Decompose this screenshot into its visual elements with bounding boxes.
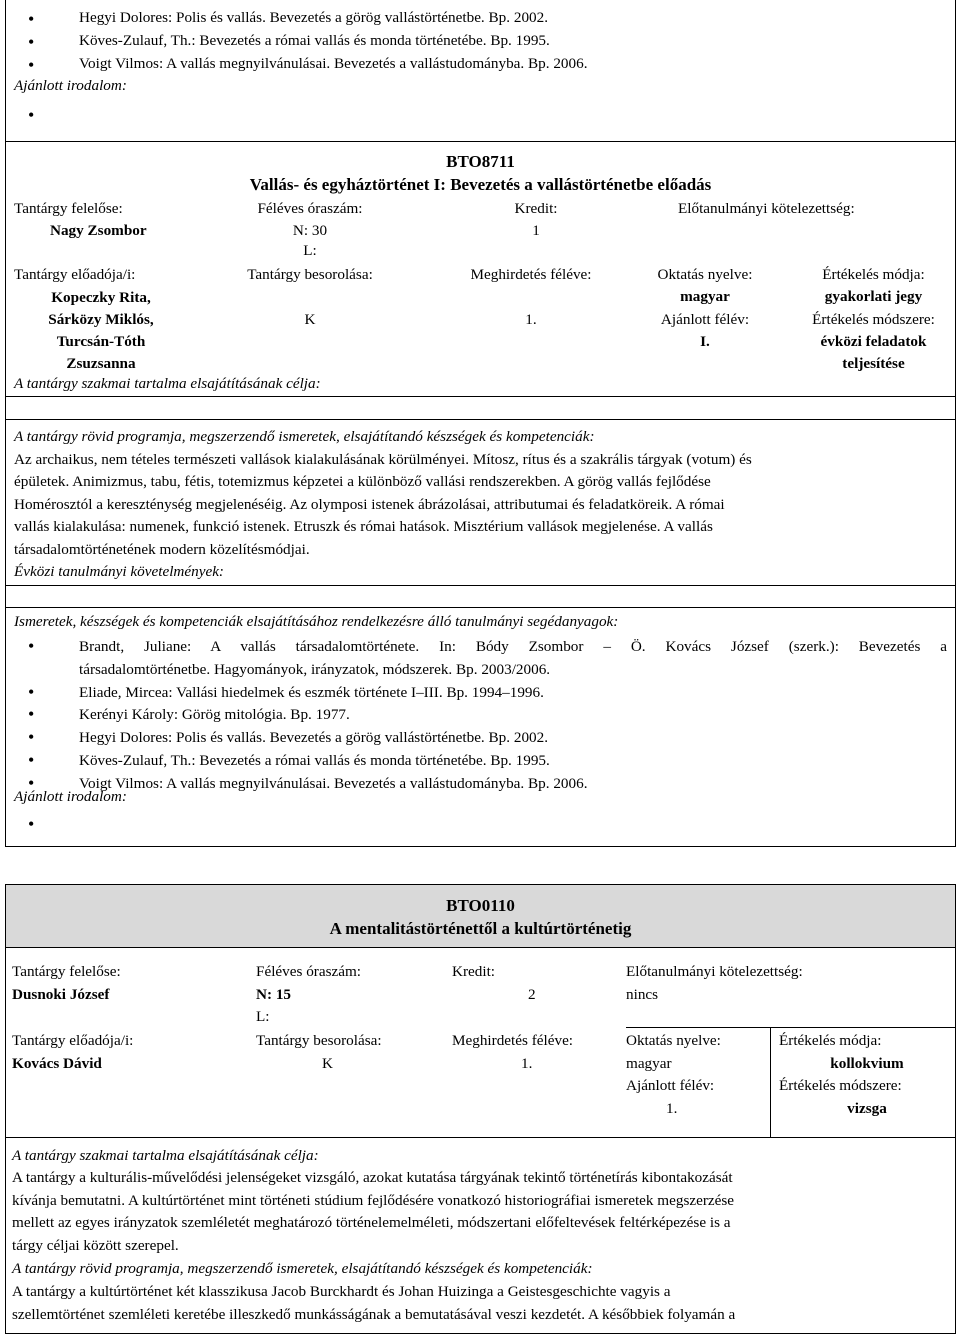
value-felelos: Nagy Zsombor (50, 222, 147, 239)
label-segedanyag: Ismeretek, készségek és kompetenciák elsajátításához rendelkezésre álló tanulmányi segédanyagok: (14, 613, 619, 630)
program-line: Az archaikus, nem tételes természeti vallások kialakulásának körülményei. Mítosz, rítus és a szakrális tárgyak (votum) és (14, 451, 752, 468)
label-ert-mod: Értékelés módja: (822, 266, 925, 283)
list-item: • Köves-Zulauf, Th.: Bevezetés a római vallás és monda történetébe. Bp. 1995. (6, 750, 947, 773)
value-besorolas: K (322, 1055, 333, 1072)
top-fragment-box (5, 0, 956, 142)
cel-line: kívánja bemutatni. A kultúrtörténet mint történeti stúdium fejlődésére vonatkozó historiográfiai ismeretek megszerzése (12, 1191, 735, 1209)
divider (626, 1027, 955, 1028)
recommended-reading-list (6, 812, 83, 835)
value-meghirdetes: 1. (521, 1055, 533, 1072)
label-nyelv: Oktatás nyelve: (657, 266, 753, 283)
label-ert-modszer: Értékelés módszere: (779, 1077, 902, 1094)
value-n: N: 30 (292, 222, 328, 239)
method-line: évközi feladatok (820, 333, 927, 350)
label-meghirdetes: Meghirdetés féléve: (452, 1032, 574, 1049)
label-oraszam: Féléves óraszám: (256, 963, 362, 980)
label-nyelv: Oktatás nyelve: (626, 1032, 721, 1049)
value-nyelv: magyar (626, 1055, 672, 1072)
lecturer-line: Sárközy Miklós, (48, 311, 154, 328)
label-eloado: Tantárgy előadója/i: (12, 1032, 134, 1049)
label-besorolas: Tantárgy besorolása: (247, 266, 373, 283)
label-kredit: Kredit: (514, 200, 558, 217)
label-ajanlott-felev: Ajánlott félév: (626, 1077, 715, 1094)
divider (6, 1137, 955, 1138)
value-kredit: 1 (532, 222, 540, 239)
label-kredit: Kredit: (452, 963, 496, 980)
divider (6, 419, 955, 420)
label-ert-modszer: Értékelés módszere: (812, 311, 935, 328)
list-item: • Hegyi Dolores: Polis és vallás. Bevezetés a görög vallástörténetbe. Bp. 2002. (6, 727, 947, 750)
list-item (6, 103, 955, 126)
program-line: épületek. Animizmus, tabu, fétis, totemizmus képzetei a különböző vallási rendszerekben. A görög vallás fejlődése (14, 473, 711, 491)
recommended-reading-label: Ajánlott irodalom: (14, 77, 127, 95)
value-l: L: (256, 1008, 270, 1025)
label-program: A tantárgy rövid programja, megszerzendő ismeretek, elsajátítandó készségek és kompetenciák: (14, 428, 595, 445)
divider (6, 585, 955, 586)
list-item: • Kerényi Károly: Görög mitológia. Bp. 1977. (6, 704, 947, 727)
divider (6, 607, 955, 608)
label-felelos: Tantárgy felelőse: (14, 200, 123, 217)
value-meghirdetes: 1. (525, 311, 537, 328)
label-felelos: Tantárgy felelőse: (12, 963, 121, 980)
recommended-reading-label: Ajánlott irodalom: (14, 788, 127, 805)
value-ert-modszer (786, 331, 960, 375)
value-besorolas: K (304, 311, 316, 328)
value-elotan: nincs (626, 986, 659, 1003)
label-oraszam: Féléves óraszám: (257, 200, 363, 217)
course-bto0110 (5, 884, 956, 1334)
recommended-reading-list (6, 103, 955, 126)
book-line: társadalomtörténetbe. Hagyományok, irányzatok, módszerek. Bp. 2003/2006. (79, 660, 551, 678)
label-eloado: Tantárgy előadója/i: (14, 266, 136, 283)
value-eloado: Kovács Dávid (12, 1055, 102, 1072)
list-item (6, 812, 83, 835)
list-item: • Köves-Zulauf, Th.: Bevezetés a római vallás és monda történetébe. Bp. 1995. (6, 30, 955, 53)
method-line: teljesítése (842, 355, 905, 372)
label-meghirdetes: Meghirdetés féléve: (470, 266, 592, 283)
cel-line: mellett az egyes irányzatok szemléletét meghatározó történelemelméleti, módszertani előfeltevések feltérképezése is a (12, 1214, 731, 1231)
value-ajanlott-felev: I. (700, 333, 710, 350)
label-cel: A tantárgy szakmai tartalma elsajátításának célja: (12, 1147, 319, 1164)
program-line: Homérosztól a kereszténység megjelenéséig. Az olymposi istenek ábrázolásai, attributumai és feladatköreik. A római (14, 495, 725, 513)
study-materials-list (6, 636, 947, 796)
value-ajanlott-felev: 1. (666, 1100, 678, 1117)
cel-line: A tantárgy a kulturális-művelődési jelenségeket vizsgáló, azokat kutatása tárgyának tekintő történetírás kibontakozását (12, 1169, 733, 1186)
course-code: BTO8711 (446, 152, 515, 171)
label-program: A tantárgy rövid programja, megszerzendő ismeretek, elsajátítandó készségek és kompetenciák: (12, 1260, 593, 1277)
program-line: szellemtörténet szemléleti keretébe illeszkedő munkásságának a bemutatásával veszi kezdetét. A későbbiek folyamán a (12, 1305, 736, 1323)
course-title: A mentalitástörténettől a kultúrtörténetig (329, 919, 632, 938)
course-title: Vallás- és egyháztörténet I: Bevezetés a vallástörténetbe előadás (249, 175, 712, 194)
label-ert-mod: Értékelés módja: (779, 1032, 882, 1049)
program-line: vallás kialakulása: numenek, funkció istenek. Etruszk és római hatások. Misztérium vallások megjelenése. A vallás (14, 518, 713, 536)
label-elotan: Előtanulmányi kötelezettség: (626, 963, 803, 980)
label-evkozi: Évközi tanulmányi követelmények: (14, 563, 224, 580)
value-n: N: 15 (256, 986, 292, 1003)
lecturer-line: Zsuzsanna (66, 355, 136, 372)
value-nyelv: magyar (680, 288, 730, 305)
value-kredit: 2 (528, 986, 536, 1003)
value-ert-modszer: vizsga (847, 1100, 887, 1117)
label-besorolas: Tantárgy besorolása: (256, 1032, 382, 1049)
program-text (14, 449, 947, 561)
book-line: • Brandt, Juliane: A vallás társadalomtörténete. In: Bódy Zsombor – Ö. Kovács József (szerk.): Bevezetés a (79, 638, 947, 655)
value-ert-mod: kollokvium (830, 1055, 904, 1072)
cel-text (12, 1167, 947, 1257)
lecturer-line: Turcsán-Tóth (56, 333, 146, 350)
lecturer-line: Kopeczky Rita, (51, 289, 151, 306)
program-text (12, 1281, 947, 1326)
program-line: társadalomtörténetének modern közelítésmódjai. (14, 540, 310, 558)
value-felelos: Dusnoki József (12, 986, 110, 1003)
top-reading-list (6, 7, 955, 75)
value-ert-mod: gyakorlati jegy (824, 288, 923, 305)
course-code: BTO0110 (446, 896, 515, 915)
program-line: A tantárgy a kultúrtörténet két klasszikusa Jacob Burckhardt és Johan Huizinga a Geistesgeschichte vagyis a (12, 1283, 671, 1300)
list-item: • Voigt Vilmos: A vallás megnyilvánulásai. Bevezetés a vallástudományba. Bp. 2006. (6, 53, 955, 76)
label-cel: A tantárgy szakmai tartalma elsajátításának célja: (14, 375, 321, 392)
list-item (6, 636, 947, 682)
value-eloado (6, 287, 196, 375)
list-item: • Hegyi Dolores: Polis és vallás. Bevezetés a görög vallástörténetbe. Bp. 2002. (6, 7, 955, 30)
divider (6, 396, 955, 397)
label-ajanlott-felev: Ajánlott félév: (660, 311, 750, 328)
course-bto8711 (5, 142, 956, 847)
divider (6, 947, 955, 948)
value-l: L: (303, 242, 317, 259)
list-item: • Voigt Vilmos: A vallás megnyilvánulásai. Bevezetés a vallástudományba. Bp. 2006. (6, 773, 947, 796)
col-divider-vertical (770, 1027, 771, 1137)
label-elotan: Előtanulmányi kötelezettség: (678, 200, 855, 217)
cel-line: tárgy céljai között szerepel. (12, 1236, 179, 1254)
list-item: • Eliade, Mircea: Vallási hiedelmek és eszmék története I–III. Bp. 1994–1996. (6, 682, 947, 705)
